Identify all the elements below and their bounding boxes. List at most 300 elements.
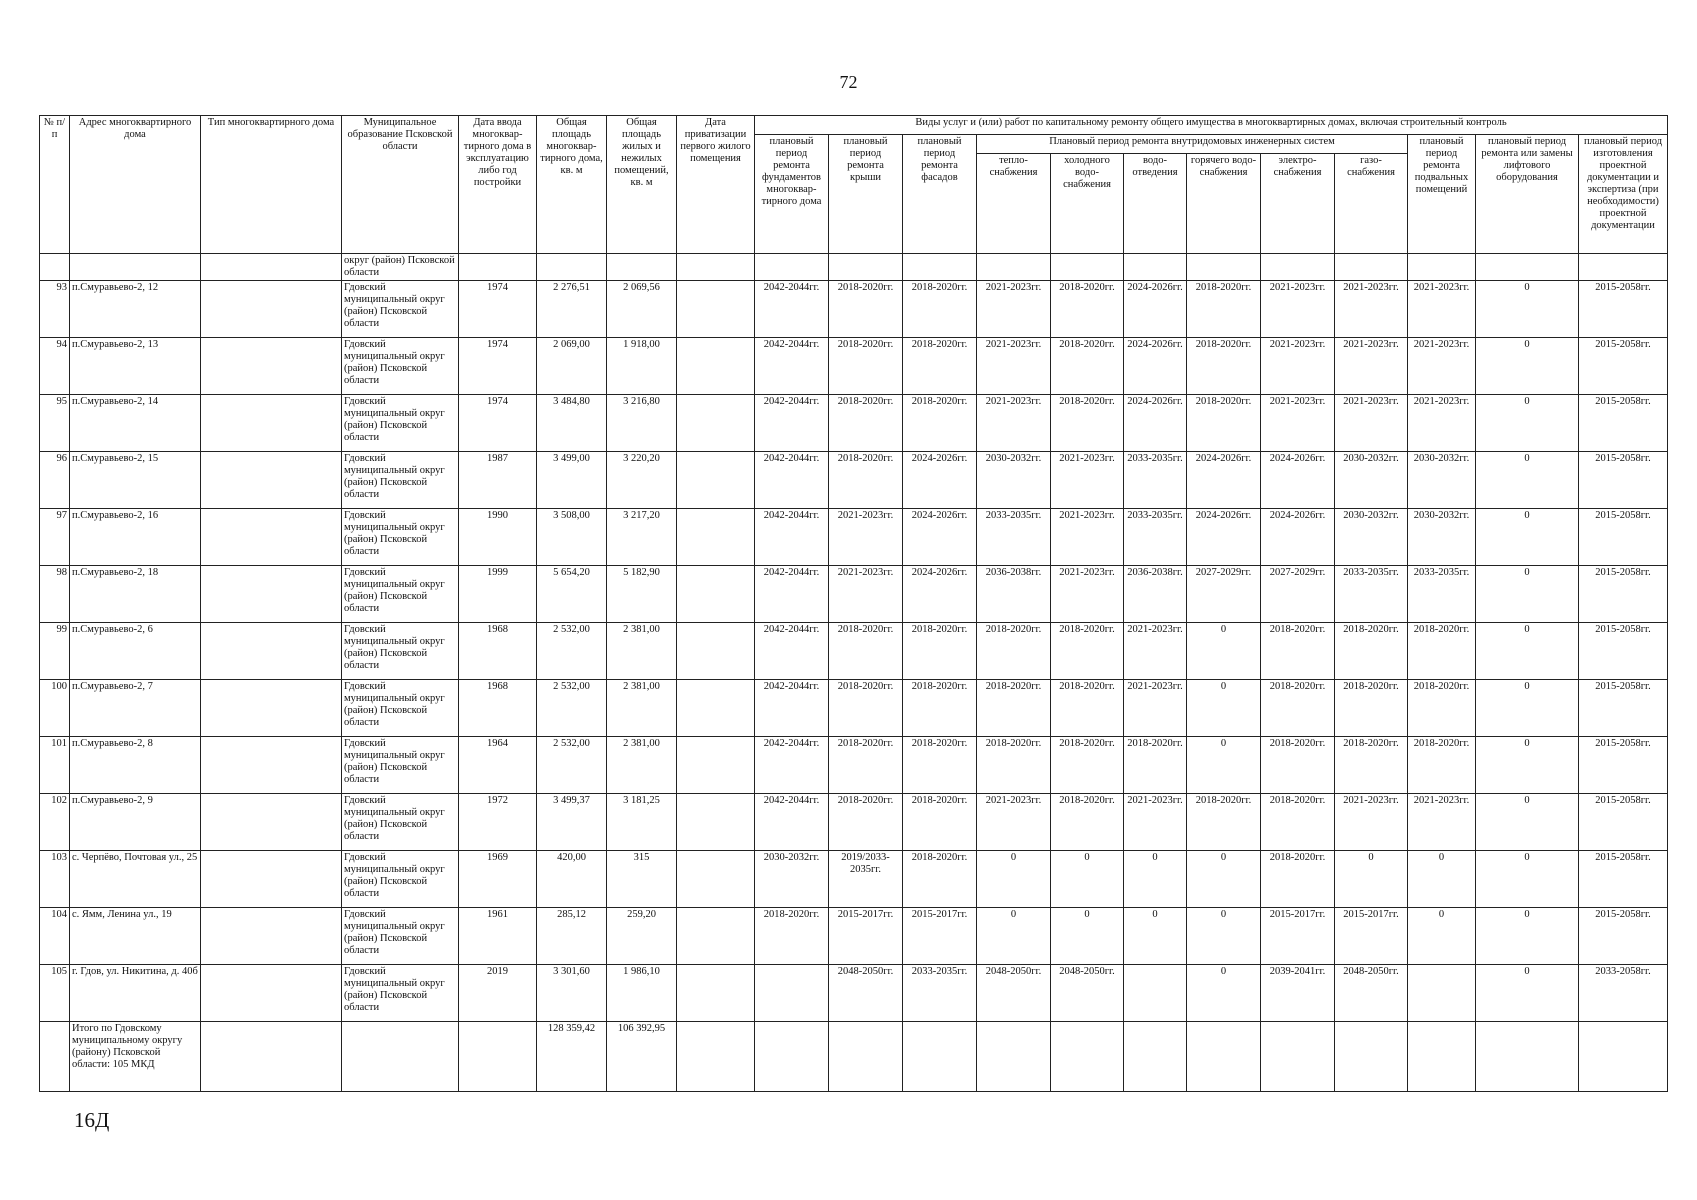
cell-type (201, 908, 342, 965)
cell-heat: 2048-2050гг. (977, 965, 1051, 1022)
cell-municipality: Гдовский муниципальный округ (район) Псковской области (342, 566, 459, 623)
cell-hot-water: 2018-2020гг. (1187, 338, 1261, 395)
cell-electric: 2039-2041гг. (1261, 965, 1335, 1022)
cell-design: 2015-2058гг. (1579, 509, 1668, 566)
cell-design: 2015-2058гг. (1579, 794, 1668, 851)
cell-gas: 2018-2020гг. (1335, 737, 1408, 794)
cell-cold-water: 0 (1051, 908, 1124, 965)
cell-cold-water: 2018-2020гг. (1051, 281, 1124, 338)
header-design: плановый период изготовления проектной документации и экспертиза (при необходимости) проектной документации (1579, 135, 1668, 254)
cell-sewer: 2024-2026гг. (1124, 338, 1187, 395)
cell-living-area: 3 220,20 (607, 452, 677, 509)
cell-municipality: Гдовский муниципальный округ (район) Псковской области (342, 908, 459, 965)
cell-elevator: 0 (1476, 851, 1579, 908)
table-row (40, 566, 1668, 623)
cell-electric: 2021-2023гг. (1261, 395, 1335, 452)
cell-roof: 2018-2020гг. (829, 680, 903, 737)
cell-sewer: 2021-2023гг. (1124, 794, 1187, 851)
header-elevator: плановый период ремонта или замены лифтового оборудования (1476, 135, 1579, 254)
cell-total-area: 3 508,00 (537, 509, 607, 566)
header-roof: плановый период ремонта крыши (829, 135, 903, 254)
cell-address: п.Смуравьево-2, 16 (70, 509, 201, 566)
total-label: Итого по Гдовскому муниципальному округу (району) Псковской области: 105 МКД (70, 1022, 201, 1092)
cell-municipality: Гдовский муниципальный округ (район) Псковской области (342, 965, 459, 1022)
cell-cold-water: 2021-2023гг. (1051, 452, 1124, 509)
cell-foundation: 2030-2032гг. (755, 851, 829, 908)
cell-hot-water: 0 (1187, 737, 1261, 794)
cell-facade: 2033-2035гг. (903, 965, 977, 1022)
cell-basement: 2021-2023гг. (1408, 794, 1476, 851)
cell-facade: 2018-2020гг. (903, 851, 977, 908)
cell-gas: 2021-2023гг. (1335, 281, 1408, 338)
cell-total-area: 5 654,20 (537, 566, 607, 623)
cell-living-area: 2 381,00 (607, 737, 677, 794)
cell-hot-water: 2018-2020гг. (1187, 794, 1261, 851)
cell-roof: 2018-2020гг. (829, 623, 903, 680)
cell-total-area: 420,00 (537, 851, 607, 908)
cell-gas: 2021-2023гг. (1335, 338, 1408, 395)
cell-hot-water: 2018-2020гг. (1187, 281, 1261, 338)
cell-basement: 2018-2020гг. (1408, 737, 1476, 794)
empty-cell (1408, 1022, 1476, 1092)
table-row (40, 794, 1668, 851)
cell-heat: 0 (977, 851, 1051, 908)
header-total-area: Общая площадь многоквар-тирного дома, кв. м (537, 116, 607, 254)
cell-sewer (1124, 965, 1187, 1022)
cell-facade: 2018-2020гг. (903, 737, 977, 794)
empty-cell (1124, 1022, 1187, 1092)
cell-elevator: 0 (1476, 395, 1579, 452)
continuation-row (40, 254, 1668, 281)
cell-type (201, 794, 342, 851)
cell-electric: 2018-2020гг. (1261, 680, 1335, 737)
cell-year: 1968 (459, 623, 537, 680)
empty-cell (829, 1022, 903, 1092)
cell-type (201, 737, 342, 794)
cell-type (201, 452, 342, 509)
cell-privatization (677, 452, 755, 509)
header-systems-group: Плановый период ремонта внутридомовых инженерных систем (977, 135, 1408, 154)
cell-design: 2015-2058гг. (1579, 851, 1668, 908)
cell-foundation: 2042-2044гг. (755, 566, 829, 623)
cell-type (201, 509, 342, 566)
cell-total-area: 2 276,51 (537, 281, 607, 338)
empty-cell (677, 1022, 755, 1092)
cell-basement: 2033-2035гг. (1408, 566, 1476, 623)
cell-municipality: Гдовский муниципальный округ (район) Псковской области (342, 338, 459, 395)
living-area-sum: 106 392,95 (607, 1022, 677, 1092)
header-type: Тип многоквартирного дома (201, 116, 342, 254)
cell-privatization (677, 908, 755, 965)
cell-heat: 2021-2023гг. (977, 794, 1051, 851)
cell-address: с. Ямм, Ленина ул., 19 (70, 908, 201, 965)
cell-year: 2019 (459, 965, 537, 1022)
cell-roof: 2048-2050гг. (829, 965, 903, 1022)
cell-living-area: 3 217,20 (607, 509, 677, 566)
cell-municipality: Гдовский муниципальный округ (район) Псковской области (342, 281, 459, 338)
cell-living-area: 1 918,00 (607, 338, 677, 395)
cell-cold-water: 2021-2023гг. (1051, 566, 1124, 623)
cell-basement: 2030-2032гг. (1408, 452, 1476, 509)
empty-cell (342, 1022, 459, 1092)
cell-roof: 2018-2020гг. (829, 395, 903, 452)
cell-foundation: 2042-2044гг. (755, 452, 829, 509)
cell-type (201, 395, 342, 452)
cell-roof: 2018-2020гг. (829, 452, 903, 509)
cell-electric: 2027-2029гг. (1261, 566, 1335, 623)
cell-address: п.Смуравьево-2, 7 (70, 680, 201, 737)
cell-basement: 2021-2023гг. (1408, 281, 1476, 338)
cell-living-area: 259,20 (607, 908, 677, 965)
cell-facade: 2018-2020гг. (903, 680, 977, 737)
cell-cold-water: 2018-2020гг. (1051, 395, 1124, 452)
cell-year: 1974 (459, 338, 537, 395)
cell-electric: 2018-2020гг. (1261, 794, 1335, 851)
cell-elevator: 0 (1476, 338, 1579, 395)
header-sewer: водо-отведения (1124, 154, 1187, 254)
empty-cell (201, 1022, 342, 1092)
cell-sewer: 2021-2023гг. (1124, 623, 1187, 680)
cell-year: 1972 (459, 794, 537, 851)
cell-cold-water: 2018-2020гг. (1051, 794, 1124, 851)
cell-living-area: 2 069,56 (607, 281, 677, 338)
cell-gas: 2021-2023гг. (1335, 794, 1408, 851)
cell-address: п.Смуравьево-2, 13 (70, 338, 201, 395)
cell-heat: 2021-2023гг. (977, 338, 1051, 395)
cell-gas: 2030-2032гг. (1335, 509, 1408, 566)
page-number: 72 (839, 72, 858, 92)
cell-gas: 2015-2017гг. (1335, 908, 1408, 965)
cell-heat: 2036-2038гг. (977, 566, 1051, 623)
cell-facade: 2018-2020гг. (903, 281, 977, 338)
empty-cell (1335, 1022, 1408, 1092)
cell-year: 1964 (459, 737, 537, 794)
cell-cold-water: 2018-2020гг. (1051, 338, 1124, 395)
cell-privatization (677, 623, 755, 680)
cell-num: 99 (40, 623, 70, 680)
header-works-group: Виды услуг и (или) работ по капитальному ремонту общего имущества в многоквартирных домах, включая строительный контроль (755, 116, 1668, 135)
cell-type (201, 680, 342, 737)
cell-privatization (677, 509, 755, 566)
cell-municipality: Гдовский муниципальный округ (район) Псковской области (342, 509, 459, 566)
cell-cold-water: 2018-2020гг. (1051, 623, 1124, 680)
cell-type (201, 338, 342, 395)
empty-cell (1261, 1022, 1335, 1092)
cell-address: п.Смуравьево-2, 12 (70, 281, 201, 338)
cell-electric: 2024-2026гг. (1261, 509, 1335, 566)
cell-municipality: Гдовский муниципальный округ (район) Псковской области (342, 794, 459, 851)
cell-municipality: Гдовский муниципальный округ (район) Псковской области (342, 680, 459, 737)
cell-hot-water: 2024-2026гг. (1187, 509, 1261, 566)
cell-design: 2015-2058гг. (1579, 338, 1668, 395)
cell-num: 101 (40, 737, 70, 794)
cell-num: 102 (40, 794, 70, 851)
cell-privatization (677, 794, 755, 851)
cell-living-area: 1 986,10 (607, 965, 677, 1022)
cell-gas: 0 (1335, 851, 1408, 908)
cell-design: 2015-2058гг. (1579, 281, 1668, 338)
cell-address: п.Смуравьево-2, 9 (70, 794, 201, 851)
cell-total-area: 285,12 (537, 908, 607, 965)
cell-municipality: Гдовский муниципальный округ (район) Псковской области (342, 737, 459, 794)
cell-year: 1974 (459, 281, 537, 338)
cell-year: 1987 (459, 452, 537, 509)
cell-address: п.Смуравьево-2, 8 (70, 737, 201, 794)
cell-living-area: 3 216,80 (607, 395, 677, 452)
cell-cold-water: 2021-2023гг. (1051, 509, 1124, 566)
table-row (40, 965, 1668, 1022)
cell-elevator: 0 (1476, 509, 1579, 566)
cell-year: 1999 (459, 566, 537, 623)
table-row (40, 452, 1668, 509)
cell-electric: 2024-2026гг. (1261, 452, 1335, 509)
header-living-area: Общая площадь жилых и нежилых помещений, кв. м (607, 116, 677, 254)
cell-design: 2033-2058гг. (1579, 965, 1668, 1022)
cell-type (201, 851, 342, 908)
cell-elevator: 0 (1476, 737, 1579, 794)
cell-foundation: 2042-2044гг. (755, 395, 829, 452)
cell-address: п.Смуравьево-2, 14 (70, 395, 201, 452)
cell-address: п.Смуравьево-2, 6 (70, 623, 201, 680)
cell-facade: 2018-2020гг. (903, 794, 977, 851)
cell-heat: 2021-2023гг. (977, 395, 1051, 452)
cell-cold-water: 0 (1051, 851, 1124, 908)
cell-num: 97 (40, 509, 70, 566)
cell-basement: 2030-2032гг. (1408, 509, 1476, 566)
cell-total-area: 2 532,00 (537, 737, 607, 794)
total-area-sum: 128 359,42 (537, 1022, 607, 1092)
continuation-municipality: округ (район) Псковской области (342, 254, 459, 281)
empty-cell (755, 1022, 829, 1092)
cell-municipality: Гдовский муниципальный округ (район) Псковской области (342, 623, 459, 680)
cell-elevator: 0 (1476, 680, 1579, 737)
cell-heat: 2030-2032гг. (977, 452, 1051, 509)
header-hot-water: горячего водо-снабжения (1187, 154, 1261, 254)
cell-facade: 2024-2026гг. (903, 509, 977, 566)
cell-privatization (677, 395, 755, 452)
cell-elevator: 0 (1476, 281, 1579, 338)
cell-heat: 2033-2035гг. (977, 509, 1051, 566)
cell-sewer: 2024-2026гг. (1124, 281, 1187, 338)
cell-roof: 2019/2033-2035гг. (829, 851, 903, 908)
header-commissioning: Дата ввода многоквар-тирного дома в эксплуатацию либо год постройки (459, 116, 537, 254)
header-address: Адрес многоквартирного дома (70, 116, 201, 254)
cell-total-area: 3 484,80 (537, 395, 607, 452)
empty-cell (977, 1022, 1051, 1092)
header-cold-water: холодного водо-снабжения (1051, 154, 1124, 254)
cell-foundation: 2042-2044гг. (755, 509, 829, 566)
cell-hot-water: 2018-2020гг. (1187, 395, 1261, 452)
cell-privatization (677, 737, 755, 794)
cell-foundation: 2042-2044гг. (755, 794, 829, 851)
cell-roof: 2021-2023гг. (829, 566, 903, 623)
cell-electric: 2015-2017гг. (1261, 908, 1335, 965)
cell-hot-water: 0 (1187, 965, 1261, 1022)
cell-address: п.Смуравьево-2, 18 (70, 566, 201, 623)
table-row (40, 623, 1668, 680)
cell-municipality: Гдовский муниципальный округ (район) Псковской области (342, 452, 459, 509)
cell-gas: 2018-2020гг. (1335, 623, 1408, 680)
cell-facade: 2024-2026гг. (903, 566, 977, 623)
cell-hot-water: 2024-2026гг. (1187, 452, 1261, 509)
cell-basement: 2021-2023гг. (1408, 338, 1476, 395)
cell-year: 1969 (459, 851, 537, 908)
cell-hot-water: 0 (1187, 908, 1261, 965)
cell-facade: 2015-2017гг. (903, 908, 977, 965)
total-row (40, 1022, 1668, 1092)
cell-privatization (677, 851, 755, 908)
cell-heat: 0 (977, 908, 1051, 965)
cell-total-area: 2 069,00 (537, 338, 607, 395)
cell-facade: 2018-2020гг. (903, 395, 977, 452)
table-row (40, 281, 1668, 338)
cell-year: 1990 (459, 509, 537, 566)
cell-sewer: 2018-2020гг. (1124, 737, 1187, 794)
cell-design: 2015-2058гг. (1579, 395, 1668, 452)
cell-facade: 2018-2020гг. (903, 338, 977, 395)
cell-num: 105 (40, 965, 70, 1022)
cell-hot-water: 0 (1187, 851, 1261, 908)
cell-living-area: 3 181,25 (607, 794, 677, 851)
cell-heat: 2018-2020гг. (977, 623, 1051, 680)
cell-num: 96 (40, 452, 70, 509)
cell-privatization (677, 965, 755, 1022)
cell-total-area: 3 301,60 (537, 965, 607, 1022)
cell-address: п.Смуравьево-2, 15 (70, 452, 201, 509)
cell-cold-water: 2048-2050гг. (1051, 965, 1124, 1022)
capital-repair-table (39, 115, 1668, 1092)
header-heat: тепло-снабжения (977, 154, 1051, 254)
cell-electric: 2021-2023гг. (1261, 338, 1335, 395)
cell-foundation: 2042-2044гг. (755, 737, 829, 794)
table-row (40, 680, 1668, 737)
cell-roof: 2021-2023гг. (829, 509, 903, 566)
cell-roof: 2015-2017гг. (829, 908, 903, 965)
cell-municipality: Гдовский муниципальный округ (район) Псковской области (342, 395, 459, 452)
cell-num: 93 (40, 281, 70, 338)
cell-elevator: 0 (1476, 566, 1579, 623)
cell-heat: 2018-2020гг. (977, 680, 1051, 737)
cell-roof: 2018-2020гг. (829, 281, 903, 338)
cell-gas: 2048-2050гг. (1335, 965, 1408, 1022)
cell-num: 94 (40, 338, 70, 395)
cell-sewer: 2024-2026гг. (1124, 395, 1187, 452)
cell-num: 103 (40, 851, 70, 908)
cell-elevator: 0 (1476, 794, 1579, 851)
cell-living-area: 2 381,00 (607, 680, 677, 737)
cell-privatization (677, 338, 755, 395)
header-gas: газо-снабжения (1335, 154, 1408, 254)
table-row (40, 395, 1668, 452)
cell-facade: 2018-2020гг. (903, 623, 977, 680)
header-privatization: Дата приватизации первого жилого помещения (677, 116, 755, 254)
header-facade: плановый период ремонта фасадов (903, 135, 977, 254)
cell-type (201, 281, 342, 338)
cell-elevator: 0 (1476, 623, 1579, 680)
cell-elevator: 0 (1476, 452, 1579, 509)
cell-gas: 2030-2032гг. (1335, 452, 1408, 509)
table-row (40, 509, 1668, 566)
cell-design: 2015-2058гг. (1579, 680, 1668, 737)
cell-elevator: 0 (1476, 908, 1579, 965)
cell-num: 98 (40, 566, 70, 623)
cell-num: 95 (40, 395, 70, 452)
empty-cell (1579, 1022, 1668, 1092)
cell-living-area: 2 381,00 (607, 623, 677, 680)
empty-cell (1187, 1022, 1261, 1092)
cell-type (201, 965, 342, 1022)
cell-gas: 2018-2020гг. (1335, 680, 1408, 737)
cell-type (201, 623, 342, 680)
cell-privatization (677, 281, 755, 338)
cell-total-area: 2 532,00 (537, 680, 607, 737)
cell-year: 1961 (459, 908, 537, 965)
cell-hot-water: 0 (1187, 623, 1261, 680)
cell-design: 2015-2058гг. (1579, 908, 1668, 965)
cell-electric: 2018-2020гг. (1261, 623, 1335, 680)
cell-design: 2015-2058гг. (1579, 452, 1668, 509)
cell-sewer: 2021-2023гг. (1124, 680, 1187, 737)
cell-electric: 2021-2023гг. (1261, 281, 1335, 338)
header-basement: плановый период ремонта подвальных помещений (1408, 135, 1476, 254)
cell-design: 2015-2058гг. (1579, 623, 1668, 680)
cell-gas: 2033-2035гг. (1335, 566, 1408, 623)
cell-heat: 2018-2020гг. (977, 737, 1051, 794)
cell-elevator: 0 (1476, 965, 1579, 1022)
header-municipality: Муниципальное образование Псковской области (342, 116, 459, 254)
cell-num: 104 (40, 908, 70, 965)
cell-year: 1974 (459, 395, 537, 452)
cell-privatization (677, 566, 755, 623)
cell-cold-water: 2018-2020гг. (1051, 737, 1124, 794)
cell-address: г. Гдов, ул. Никитина, д. 40б (70, 965, 201, 1022)
header-num: № п/п (40, 116, 70, 254)
cell-hot-water: 2027-2029гг. (1187, 566, 1261, 623)
cell-type (201, 566, 342, 623)
empty-cell (459, 1022, 537, 1092)
cell-sewer: 2033-2035гг. (1124, 452, 1187, 509)
cell-heat: 2021-2023гг. (977, 281, 1051, 338)
cell-design: 2015-2058гг. (1579, 566, 1668, 623)
cell-basement: 2018-2020гг. (1408, 680, 1476, 737)
cell-privatization (677, 680, 755, 737)
empty-cell (1476, 1022, 1579, 1092)
table-row (40, 338, 1668, 395)
cell-living-area: 315 (607, 851, 677, 908)
cell-municipality: Гдовский муниципальный округ (район) Псковской области (342, 851, 459, 908)
table-row (40, 851, 1668, 908)
cell-address: с. Черпёво, Почтовая ул., 25 (70, 851, 201, 908)
cell-sewer: 2033-2035гг. (1124, 509, 1187, 566)
empty-cell (903, 1022, 977, 1092)
table-row (40, 737, 1668, 794)
cell-total-area: 2 532,00 (537, 623, 607, 680)
header-foundation: плановый период ремонта фундаментов многоквар-тирного дома (755, 135, 829, 254)
cell-basement: 2021-2023гг. (1408, 395, 1476, 452)
cell-sewer: 0 (1124, 851, 1187, 908)
cell-sewer: 0 (1124, 908, 1187, 965)
cell-basement (1408, 965, 1476, 1022)
cell-foundation: 2042-2044гг. (755, 338, 829, 395)
footer-code: 16Д (74, 1108, 110, 1132)
cell-roof: 2018-2020гг. (829, 794, 903, 851)
cell-basement: 0 (1408, 851, 1476, 908)
cell-total-area: 3 499,00 (537, 452, 607, 509)
cell-hot-water: 0 (1187, 680, 1261, 737)
header-electric: электро-снабжения (1261, 154, 1335, 254)
cell-roof: 2018-2020гг. (829, 338, 903, 395)
empty-cell (1051, 1022, 1124, 1092)
